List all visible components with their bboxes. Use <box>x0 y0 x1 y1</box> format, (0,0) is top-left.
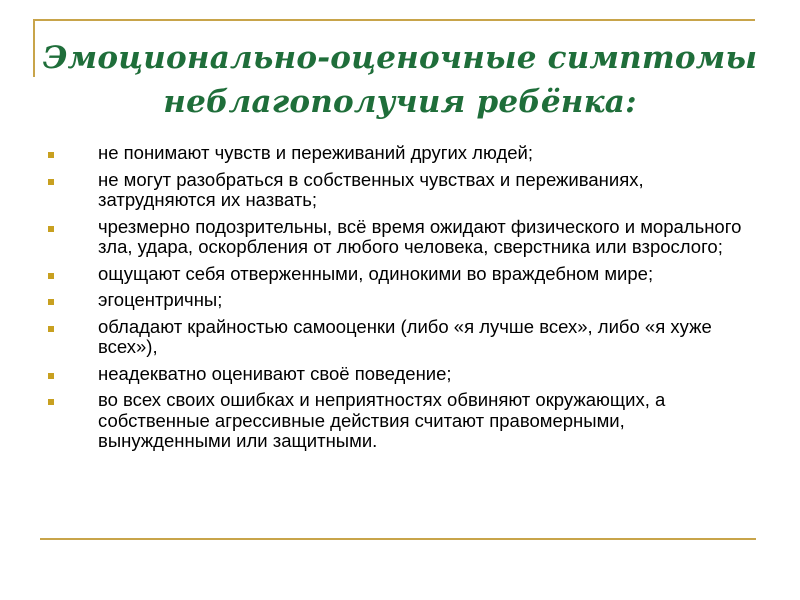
list-item-text: не могут разобраться в собственных чувствах и переживаниях, затрудняются их назвать; <box>98 168 644 210</box>
title-line-2: неблагополучия ребёнка: <box>163 84 637 120</box>
list-item <box>48 317 748 358</box>
square-bullet-icon <box>48 152 54 158</box>
list-item-text: чрезмерно подозрительны, всё время ожидают физического и морального зла, удара, оскорбления от любого человека, сверстника или взрослого; <box>98 215 742 257</box>
list-item-text: неадекватно оценивают своё поведение; <box>98 362 452 384</box>
list-item <box>48 264 748 285</box>
list-item-text: обладают крайностью самооценки (либо «я лучше всех», либо «я хуже всех»), <box>98 315 712 357</box>
slide-title <box>40 36 760 124</box>
square-bullet-icon <box>48 373 54 379</box>
list-item-text: ощущают себя отверженными, одинокими во враждебном мире; <box>98 262 654 284</box>
square-bullet-icon <box>48 273 54 279</box>
square-bullet-icon <box>48 226 54 232</box>
square-bullet-icon <box>48 399 54 405</box>
list-item <box>48 364 748 385</box>
list-item-text: не понимают чувств и переживаний других людей; <box>98 142 534 163</box>
symptom-list <box>48 143 748 458</box>
list-item-text: во всех своих ошибках и неприятностях обвиняют окружающих, а собственные агрессивные действия считают правомерными, вынужденными или защитными. <box>98 389 666 451</box>
top-divider <box>33 19 755 21</box>
list-item <box>48 170 748 211</box>
title-line-1: Эмоционально-оценочные симптомы <box>42 40 758 76</box>
list-item-text: эгоцентричны; <box>98 289 223 310</box>
bottom-divider <box>40 538 756 540</box>
list-item <box>48 290 748 311</box>
list-item <box>48 390 748 452</box>
list-item <box>48 217 748 258</box>
list-item <box>48 143 748 164</box>
square-bullet-icon <box>48 179 54 185</box>
square-bullet-icon <box>48 326 54 332</box>
top-left-divider <box>33 19 35 77</box>
square-bullet-icon <box>48 299 54 305</box>
